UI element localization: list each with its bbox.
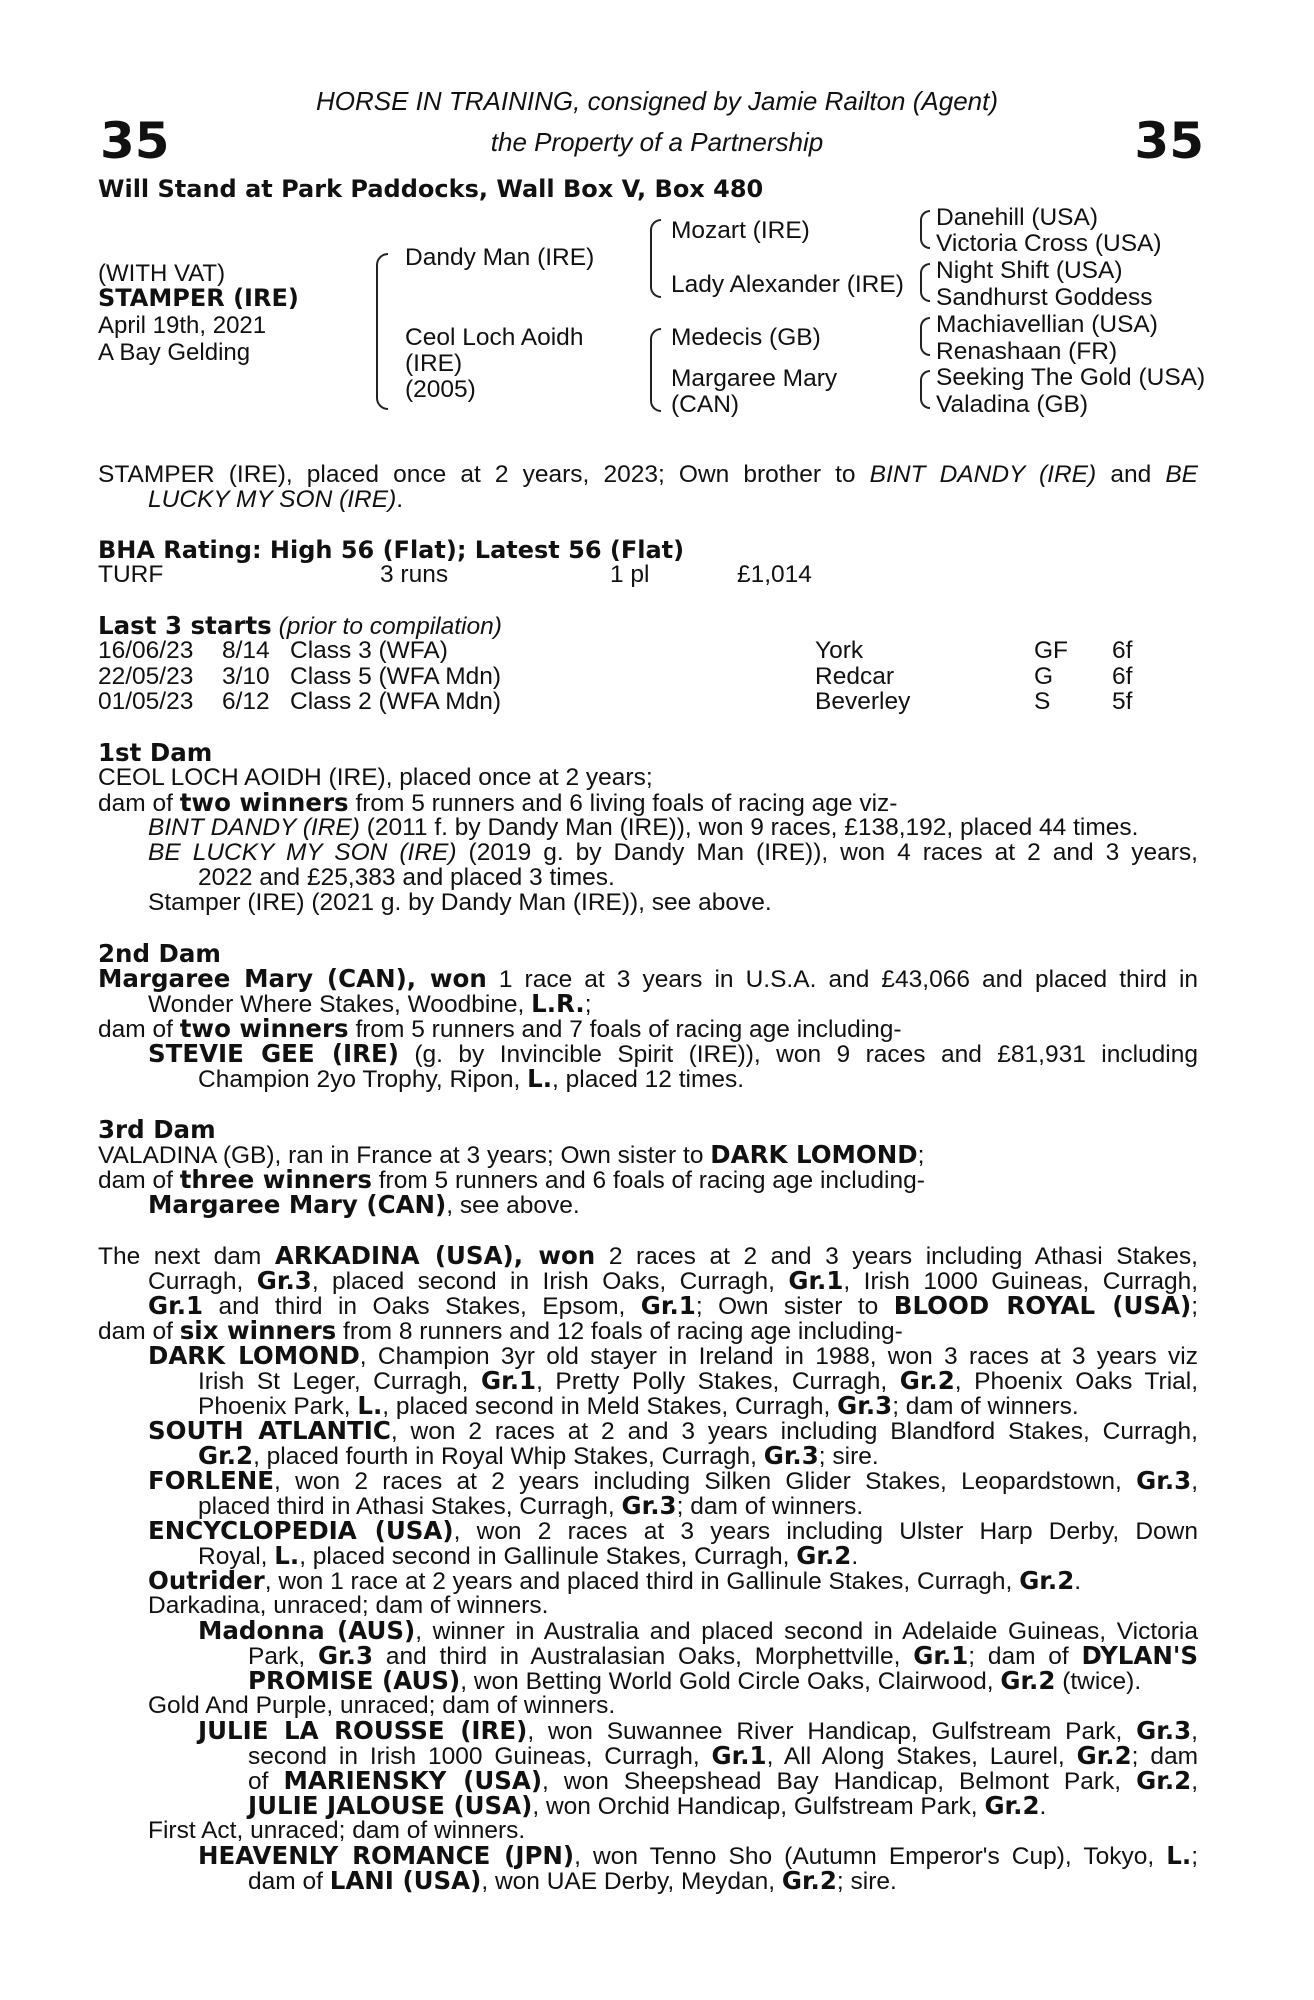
next-dam-line: HEAVENLY ROMANCE (JPN), won Tenno Sho (Autumn Emperor's Cup), Tokyo, L.; [198, 1841, 1199, 1870]
ancestor-1: Danehill (USA) [936, 204, 1099, 231]
dam-of-dam-line-2: (CAN) [671, 391, 740, 418]
pedigree-brace-sire [650, 219, 661, 298]
first-dam-line: CEOL LOCH AOIDH (IRE), placed once at 2 years; [98, 764, 653, 791]
pedigree-brace-1 [920, 210, 930, 249]
start-date: 01/05/23 [98, 688, 194, 715]
lot-number-right: 35 [1134, 112, 1204, 170]
first-dam-heading: 1st Dam [98, 738, 213, 767]
ancestor-7: Seeking The Gold (USA) [936, 364, 1206, 391]
next-dam-line: Park, Gr.3 and third in Australasian Oaks, Morphettville, Gr.1; dam of DYLAN'S [248, 1641, 1199, 1670]
next-dam-line: dam of LANI (USA), won UAE Derby, Meydan, Gr.2; sire. [248, 1866, 897, 1895]
last-starts-title: Last 3 starts (prior to compilation) [98, 611, 502, 640]
dam-line-3: (2005) [405, 376, 476, 403]
start-going: G [1034, 663, 1054, 690]
summary-line-1: STAMPER (IRE), placed once at 2 years, 2023; Own brother to BINT DANDY (IRE) and BE [98, 461, 1199, 488]
next-dam-line: JULIE LA ROUSSE (IRE), won Suwannee River Handicap, Gulfstream Park, Gr.3, [198, 1716, 1198, 1745]
second-dam-line: Wonder Where Stakes, Woodbine, L.R.; [148, 989, 592, 1018]
next-dam-line: Royal, L., placed second in Gallinule Stakes, Curragh, Gr.2. [198, 1541, 859, 1570]
third-dam-line: VALADINA (GB), ran in France at 3 years; Own sister to DARK LOMOND; [98, 1140, 925, 1169]
dam-of-sire: Lady Alexander (IRE) [671, 271, 904, 298]
next-dam-line: Darkadina, unraced; dam of winners. [148, 1592, 549, 1619]
next-dam-line: Gold And Purple, unraced; dam of winners. [148, 1692, 616, 1719]
second-dam-line: Margaree Mary (CAN), won 1 race at 3 years in U.S.A. and £43,066 and placed third in [98, 964, 1199, 993]
ancestor-2: Victoria Cross (USA) [936, 230, 1162, 257]
dam-of-dam-line-1: Margaree Mary [671, 365, 838, 392]
dam-line-2: (IRE) [405, 350, 463, 377]
start-course: Redcar [815, 663, 894, 690]
next-dam-line: JULIE JALOUSE (USA), won Orchid Handicap, Gulfstream Park, Gr.2. [248, 1791, 1047, 1820]
start-going: GF [1034, 637, 1069, 664]
ancestor-3: Night Shift (USA) [936, 257, 1123, 284]
start-position: 6/12 [222, 688, 270, 715]
next-dam-line: ENCYCLOPEDIA (USA), won 2 races at 3 years including Ulster Harp Derby, Down [148, 1516, 1198, 1545]
record-prize: £1,014 [737, 561, 812, 588]
dam-line-1: Ceol Loch Aoidh [405, 324, 584, 351]
first-dam-line: Stamper (IRE) (2021 g. by Dandy Man (IRE)), see above. [148, 889, 772, 916]
record-runs: 3 runs [380, 561, 449, 588]
next-dam-line: Curragh, Gr.3, placed second in Irish Oaks, Curragh, Gr.1, Irish 1000 Guineas, Curragh, [148, 1266, 1199, 1295]
ancestor-5: Machiavellian (USA) [936, 311, 1158, 338]
start-date: 22/05/23 [98, 663, 194, 690]
next-dam-line: Irish St Leger, Curragh, Gr.1, Pretty Polly Stakes, Curragh, Gr.2, Phoenix Oaks Trial, [198, 1366, 1199, 1395]
summary-line-2: LUCKY MY SON (IRE). [148, 486, 404, 513]
pedigree-brace-main [376, 253, 388, 410]
start-distance: 6f [1112, 637, 1133, 664]
start-distance: 6f [1112, 663, 1133, 690]
start-course: York [815, 637, 864, 664]
start-date: 16/06/23 [98, 637, 194, 664]
horse-name: STAMPER (IRE) [98, 284, 299, 312]
second-dam-line: STEVIE GEE (IRE) (g. by Invincible Spirit (IRE)), won 9 races and £81,931 including [148, 1039, 1198, 1068]
pedigree-brace-4 [920, 370, 930, 409]
sire-of-dam: Medecis (GB) [671, 324, 821, 351]
lot-number-left: 35 [100, 112, 170, 170]
vat-note: (WITH VAT) [98, 260, 226, 287]
next-dam-line: First Act, unraced; dam of winners. [148, 1817, 526, 1844]
next-dam-line: of MARIENSKY (USA), won Sheepshead Bay Handicap, Belmont Park, Gr.2, [248, 1766, 1199, 1795]
pedigree-brace-2 [920, 263, 930, 302]
next-dam-line: second in Irish 1000 Guineas, Curragh, Gr.1, All Along Stakes, Laurel, Gr.2; dam [248, 1741, 1199, 1770]
start-position: 8/14 [222, 637, 270, 664]
next-dam-line: dam of six winners from 8 runners and 12 foals of racing age including- [98, 1316, 903, 1345]
next-dam-line: SOUTH ATLANTIC, won 2 races at 2 and 3 years including Blandford Stakes, Curragh, [148, 1416, 1198, 1445]
ancestor-8: Valadina (GB) [936, 391, 1089, 418]
start-race: Class 3 (WFA) [290, 637, 448, 664]
next-dam-line: Outrider, won 1 race at 2 years and placed third in Gallinule Stakes, Curragh, Gr.2. [148, 1566, 1082, 1595]
property-line: the Property of a Partnership [490, 127, 824, 157]
record-placed: 1 pl [610, 561, 650, 588]
first-dam-line: BINT DANDY (IRE) (2011 f. by Dandy Man (IRE)), won 9 races, £138,192, placed 44 times. [148, 814, 1139, 841]
next-dam-line: Phoenix Park, L., placed second in Meld Stakes, Curragh, Gr.3; dam of winners. [198, 1391, 1079, 1420]
start-position: 3/10 [222, 663, 270, 690]
start-row [0, 664, 1314, 690]
foaling-date: April 19th, 2021 [98, 312, 267, 339]
record-surface: TURF [98, 561, 164, 588]
racing-record [0, 562, 1314, 588]
ancestor-4: Sandhurst Goddess [936, 284, 1153, 311]
bha-rating: BHA Rating: High 56 (Flat); Latest 56 (Flat) [98, 536, 685, 564]
first-dam-line: BE LUCKY MY SON (IRE) (2019 g. by Dandy Man (IRE)), won 4 races at 2 and 3 years, [148, 839, 1198, 866]
start-going: S [1034, 688, 1051, 715]
next-dam-line: Gr.2, placed fourth in Royal Whip Stakes, Curragh, Gr.3; sire. [198, 1441, 879, 1470]
next-dam-line: placed third in Athasi Stakes, Curragh, Gr.3; dam of winners. [198, 1491, 864, 1520]
third-dam-line: dam of three winners from 5 runners and 6 foals of racing age including- [98, 1165, 925, 1194]
start-race: Class 2 (WFA Mdn) [290, 688, 502, 715]
first-dam-line: dam of two winners from 5 runners and 6 living foals of racing age viz- [98, 788, 898, 817]
start-course: Beverley [815, 688, 911, 715]
start-row [0, 689, 1314, 715]
second-dam-line: dam of two winners from 5 runners and 7 foals of racing age including- [98, 1014, 902, 1043]
next-dam-line: PROMISE (AUS), won Betting World Gold Circle Oaks, Clairwood, Gr.2 (twice). [248, 1666, 1142, 1695]
horse-description: A Bay Gelding [98, 339, 251, 366]
next-dam-line: FORLENE, won 2 races at 2 years including Silken Glider Stakes, Leopardstown, Gr.3, [148, 1466, 1198, 1495]
start-row [0, 638, 1314, 664]
next-dam-line: Gr.1 and third in Oaks Stakes, Epsom, Gr.1; Own sister to BLOOD ROYAL (USA); [148, 1291, 1199, 1320]
pedigree-brace-3 [920, 317, 930, 356]
ancestor-6: Renashaan (FR) [936, 338, 1118, 365]
next-dam-line: Madonna (AUS), winner in Australia and placed second in Adelaide Guineas, Victoria [198, 1616, 1199, 1645]
next-dam-line: The next dam ARKADINA (USA), won 2 races at 2 and 3 years including Athasi Stakes, [98, 1241, 1198, 1270]
sire-of-sire: Mozart (IRE) [671, 217, 810, 244]
first-dam-line: 2022 and £25,383 and placed 3 times. [198, 864, 615, 891]
consignor-line: HORSE IN TRAINING, consigned by Jamie Railton (Agent) [315, 86, 999, 116]
sire: Dandy Man (IRE) [405, 244, 595, 271]
start-distance: 5f [1112, 688, 1133, 715]
second-dam-heading: 2nd Dam [98, 939, 221, 968]
next-dam-line: DARK LOMOND, Champion 3yr old stayer in Ireland in 1988, won 3 races at 3 years viz [148, 1341, 1199, 1370]
second-dam-line: Champion 2yo Trophy, Ripon, L., placed 12 times. [198, 1064, 745, 1093]
third-dam-heading: 3rd Dam [98, 1115, 216, 1144]
stand-location: Will Stand at Park Paddocks, Wall Box V, Box 480 [98, 175, 764, 203]
third-dam-line: Margaree Mary (CAN), see above. [148, 1190, 580, 1219]
pedigree-brace-dam [650, 328, 661, 412]
start-race: Class 5 (WFA Mdn) [290, 663, 502, 690]
